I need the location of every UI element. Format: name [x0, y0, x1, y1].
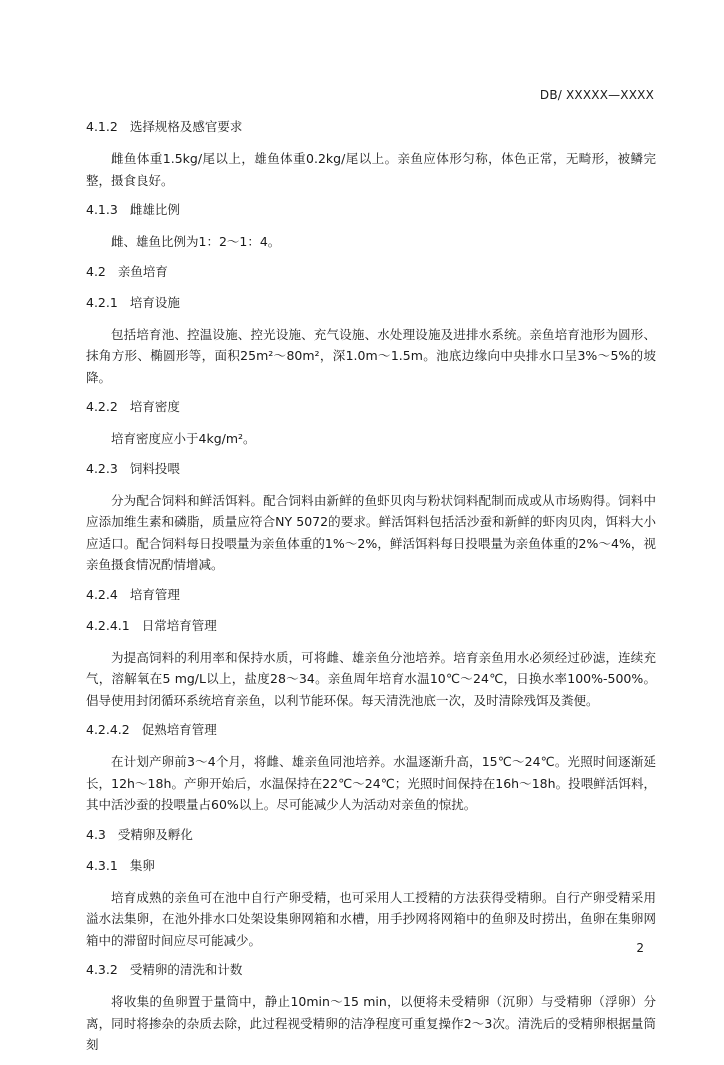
- section-title: 受精卵的清洗和计数: [129, 962, 243, 977]
- section-number: 4.1.2: [86, 119, 118, 134]
- section-number: 4.3.2: [86, 962, 118, 977]
- body-paragraph: 培育密度应小于4kg/m²。: [111, 431, 256, 446]
- section-heading: [86, 459, 656, 479]
- document-body: [86, 117, 656, 1065]
- section-number: 4.2.1: [86, 294, 118, 310]
- section-heading: [86, 117, 656, 137]
- section-number: 4.3: [86, 826, 106, 842]
- section-heading: [86, 293, 656, 313]
- section-heading: [86, 616, 656, 636]
- section-title: 促熟培育管理: [141, 722, 217, 737]
- body-paragraph: 雌、雄鱼比例为1：2～1：4。: [111, 234, 281, 249]
- section-heading: [86, 200, 656, 220]
- section-heading: [86, 585, 656, 605]
- section-title: 培育设施: [129, 294, 180, 310]
- section-heading: [86, 262, 656, 282]
- body-paragraph: 为提高饲料的利用率和保持水质，可将雌、雄亲鱼分池培养。培育亲鱼用水必须经过砂滤，连续充气，溶解氧在5 mg/L以上，盐度28～34。亲鱼周年培育水温10℃～24℃，日换水率100%-500%。倡导使用封闭循环系统培育亲鱼，以利节能环保。每天清洗池底一次，及时清除残饵及粪便。: [86, 649, 656, 708]
- section-number: 4.2.2: [86, 399, 118, 414]
- section-title: 选择规格及感官要求: [129, 119, 243, 134]
- section-number: 4.2.4.2: [86, 722, 130, 737]
- section-number: 4.2.4: [86, 586, 118, 602]
- section-number: 4.2.3: [86, 460, 118, 476]
- section-number: 4.2: [86, 263, 106, 279]
- body-paragraph: 在计划产卵前3～4个月，将雌、雄亲鱼同池培养。水温逐渐升高，15℃～24℃。光照时间逐渐延长，12h～18h。产卵开始后，水温保持在22℃～24℃；光照时间保持在16h～18h。投喂鲜活饵料，其中活沙蚕的投喂量占60%以上。尽可能减少人为活动对亲鱼的惊扰。: [86, 754, 656, 812]
- section-heading: [86, 397, 656, 417]
- section-title: 雌雄比例: [129, 202, 180, 217]
- body-paragraph: 分为配合饲料和鲜活饵料。配合饲料由新鲜的鱼虾贝肉与粉状饲料配制而成或从市场购得。饲料中应添加维生素和磷脂，质量应符合NY 5072的要求。鲜活饵料包括活沙蚕和新鲜的虾肉贝肉，饵料大小应适口。配合饲料每日投喂量为亲鱼体重的1%～2%，鲜活饵料每日投喂量为亲鱼体重的2%～4%，视亲鱼摄食情况酌情增减。: [86, 492, 656, 572]
- section-title: 集卵: [129, 857, 155, 873]
- page-number: 2: [636, 941, 644, 955]
- body-paragraph: 将收集的鱼卵置于量筒中，静止10min～15 min，以便将未受精卵（沉卵）与受精卵（浮卵）分离，同时将掺杂的杂质去除，此过程视受精卵的洁净程度可重复操作2～3次。清洗后的受精卵根据量筒刻: [86, 994, 656, 1052]
- body-paragraph: 雌鱼体重1.5kg/尾以上，雄鱼体重0.2kg/尾以上。亲鱼应体形匀称，体色正常，无畸形，被鳞完整，摄食良好。: [86, 151, 656, 188]
- body-paragraph: 培育成熟的亲鱼可在池中自行产卵受精，也可采用人工授精的方法获得受精卵。自行产卵受精采用溢水法集卵，在池外排水口处架设集卵网箱和水槽，用手抄网将网箱中的鱼卵及时捞出，鱼卵在集卵网箱中的滞留时间应尽可能减少。: [86, 889, 656, 948]
- section-title: 饲料投喂: [129, 460, 180, 476]
- section-title: 日常培育管理: [141, 617, 217, 633]
- section-heading: [86, 856, 656, 876]
- section-heading: [86, 720, 656, 740]
- section-title: 亲鱼培育: [117, 263, 168, 279]
- section-heading: [86, 960, 656, 980]
- section-title: 培育管理: [129, 586, 180, 602]
- section-number: 4.3.1: [86, 857, 118, 873]
- section-number: 4.2.4.1: [86, 617, 130, 633]
- section-title: 培育密度: [129, 399, 180, 414]
- section-number: 4.1.3: [86, 202, 118, 217]
- section-heading: [86, 825, 656, 845]
- body-paragraph: 包括培育池、控温设施、控光设施、充气设施、水处理设施及进排水系统。亲鱼培育池形为圆形、抹角方形、椭圆形等，面积25m²～80m²，深1.0m～1.5m。池底边缘向中央排水口呈3%～5%的坡降。: [86, 326, 656, 385]
- document-code: DB/ XXXXX—XXXX: [539, 88, 654, 102]
- section-title: 受精卵及孵化: [117, 826, 193, 842]
